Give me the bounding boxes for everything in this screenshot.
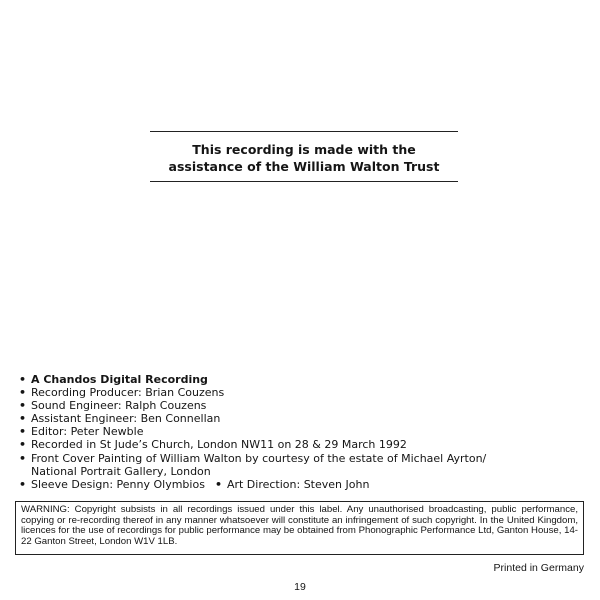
bullet-icon: •: [19, 477, 27, 491]
copyright-warning-box: [15, 501, 584, 555]
bullet-icon: •: [19, 451, 27, 465]
credit-text: Sound Engineer: Ralph Couzens: [31, 399, 207, 413]
credits-list: [19, 373, 486, 491]
credit-item-design-and-art: [19, 478, 486, 491]
bullet-icon: •: [19, 386, 27, 400]
bullet-icon: •: [19, 399, 27, 413]
credit-item-producer: [19, 386, 486, 399]
trust-notice-line-1: This recording is made with the: [192, 142, 416, 157]
credit-item-recorded: [19, 438, 486, 451]
bullet-icon: •: [19, 373, 27, 386]
credit-item-cover-painting-continued: [19, 465, 486, 478]
bullet-icon: •: [19, 412, 27, 426]
trust-notice-box: [150, 131, 458, 182]
credit-item-editor: [19, 425, 486, 438]
trust-notice-line-2: assistance of the William Walton Trust: [168, 159, 440, 174]
credit-text: Recording Producer: Brian Couzens: [31, 386, 225, 400]
page-number: 19: [294, 581, 306, 593]
credit-text-art-direction: Art Direction: Steven John: [226, 477, 370, 491]
credit-item-cover-painting: [19, 452, 486, 465]
credit-text: National Portrait Gallery, London: [31, 464, 211, 478]
credit-item-chandos: [19, 373, 486, 386]
credit-item-sound-engineer: [19, 399, 486, 412]
printed-in-label: Printed in Germany: [493, 562, 584, 574]
credit-text: Assistant Engineer: Ben Connellan: [31, 412, 221, 426]
bullet-icon: •: [19, 438, 27, 452]
bullet-icon: •: [19, 425, 27, 439]
credit-text: A Chandos Digital Recording: [31, 373, 208, 386]
copyright-warning-text: WARNING: Copyright subsists in all recordings issued under this label. Any unauthorised broadcasting, public performance, copying or re-recording thereof in any manner whatsoever will constitute an infringement of such copyright. In the United Kingdom, licences for the use of recordings for public performance may be obtained from Phonographic Performance Ltd, Ganton House, 14-22 Ganton Street, London W1V 1LB.: [21, 504, 578, 548]
credit-text: Front Cover Painting of William Walton by courtesy of the estate of Michael Ayrton/: [31, 451, 487, 465]
credit-item-assistant-engineer: [19, 412, 486, 425]
bullet-icon: •: [214, 477, 222, 491]
credit-text-sleeve-design: Sleeve Design: Penny Olymbios: [31, 477, 205, 491]
credit-text: Editor: Peter Newble: [31, 425, 144, 439]
credit-text: Recorded in St Jude’s Church, London NW11 on 28 & 29 March 1992: [31, 438, 407, 452]
